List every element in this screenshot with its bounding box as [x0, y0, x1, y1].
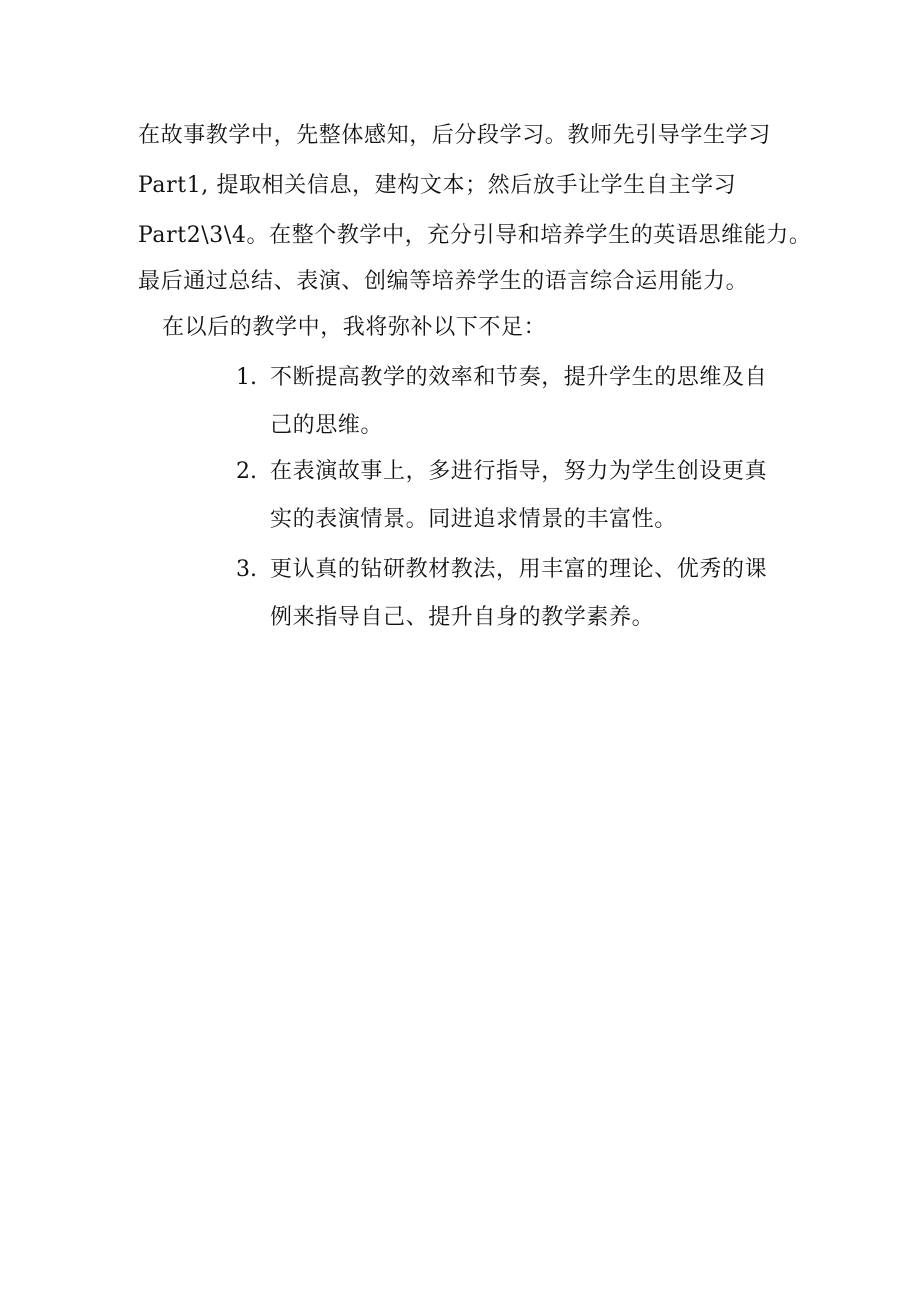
list-text-line: 不断提高教学的效率和节奏，提升学生的思维及自: [270, 365, 768, 390]
paragraph-line: Part2\3\4。在整个教学中，充分引导和培养学生的英语思维能力。: [138, 223, 812, 248]
list-number: 3.: [236, 557, 257, 582]
list-text-line: 实的表演情景。同进追求情景的丰富性。: [270, 507, 677, 532]
list-text-line: 更认真的钻研教材教法，用丰富的理论、优秀的课: [270, 557, 768, 582]
intro-line: 在以后的教学中，我将弥补以下不足：: [162, 315, 547, 340]
list-number: 1.: [236, 365, 257, 390]
list-text-line: 例来指导自己、提升自身的教学素养。: [270, 605, 655, 630]
list-text-line: 在表演故事上，多进行指导，努力为学生创设更真: [270, 459, 768, 484]
paragraph-line: 最后通过总结、表演、创编等培养学生的语言综合运用能力。: [138, 269, 749, 294]
list-number: 2.: [236, 459, 257, 484]
list-text-line: 己的思维。: [270, 413, 384, 438]
paragraph-line: 在故事教学中，先整体感知，后分段学习。教师先引导学生学习: [138, 123, 771, 148]
paragraph-line: Part1, 提取相关信息，建构文本；然后放手让学生自主学习: [138, 173, 737, 198]
